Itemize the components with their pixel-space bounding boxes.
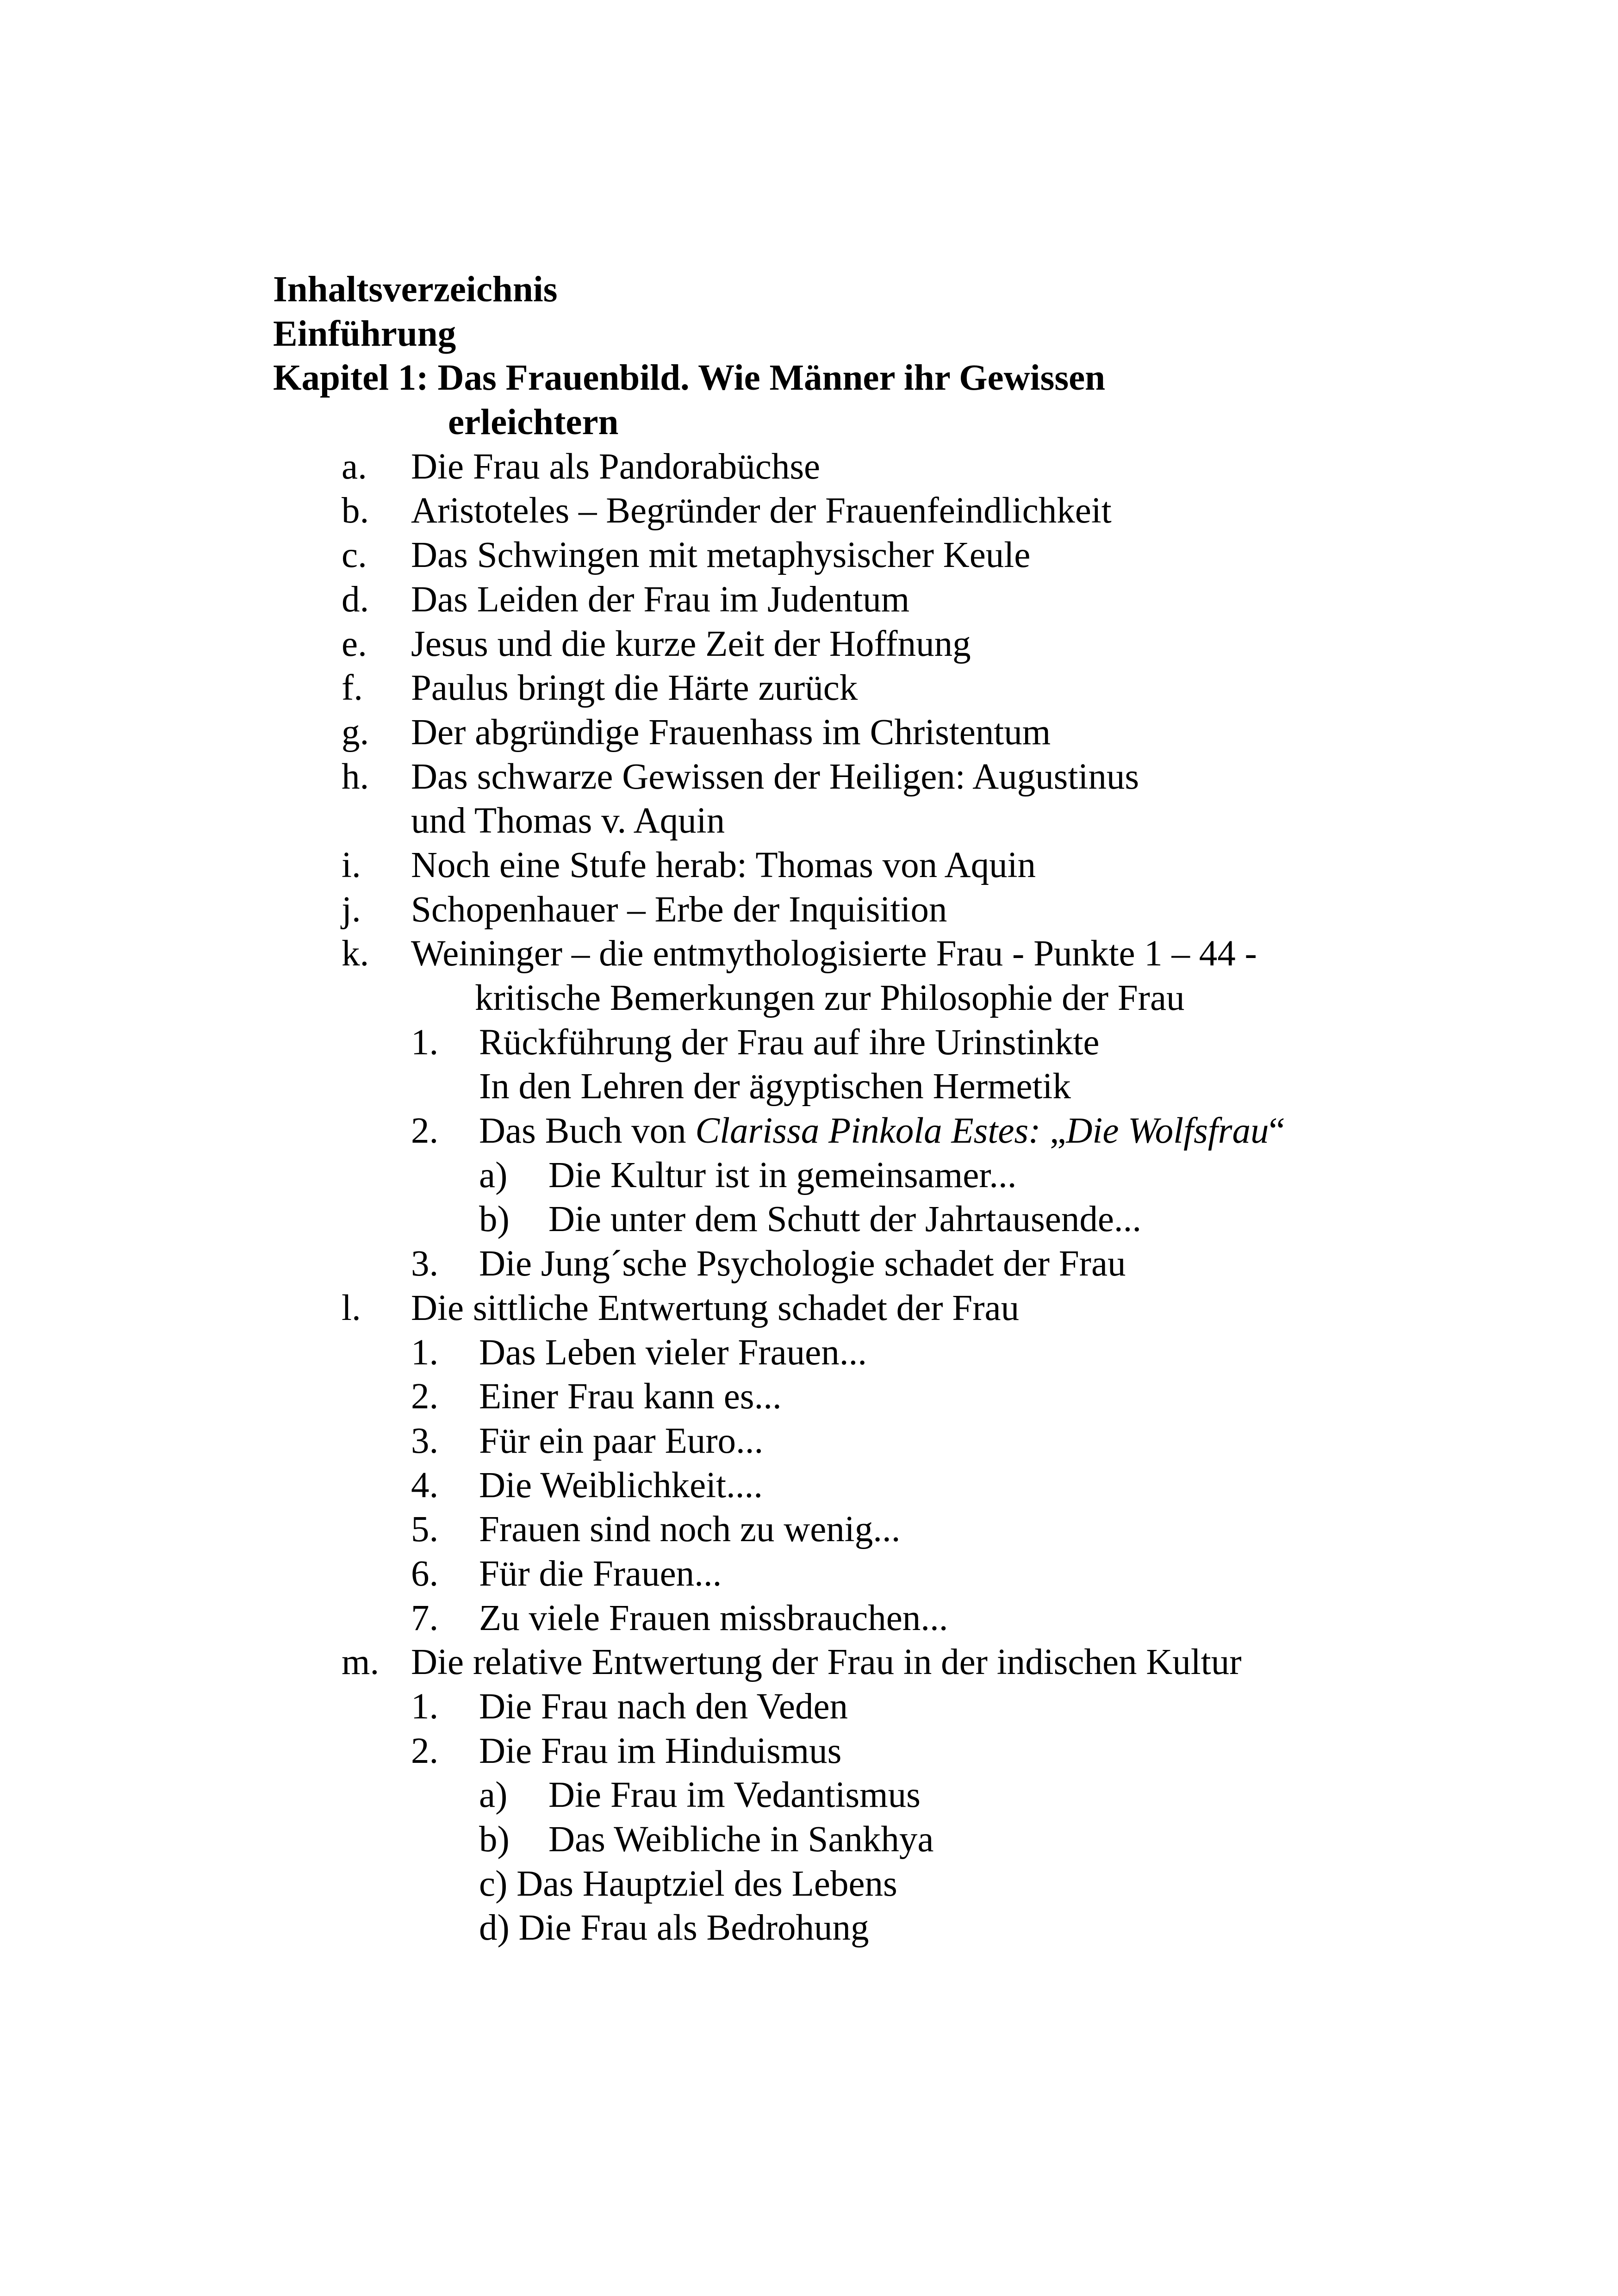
- subsubentry-label: a): [479, 1775, 508, 1816]
- subentry-text: Die Jung´sche Psychologie schadet der Frau: [479, 1244, 1126, 1284]
- toc-subsubentry-k-2-a: [273, 1153, 1523, 1198]
- entry-label: l.: [342, 1288, 361, 1328]
- toc-subentry-m-2: [273, 1729, 1523, 1773]
- toc-entry-introduction: Einführung: [273, 313, 456, 354]
- toc-entry-a: [273, 445, 1523, 489]
- subentry-label: 2.: [411, 1111, 439, 1151]
- entry-text-line2: und Thomas v. Aquin: [411, 801, 725, 841]
- subentry-text: Für ein paar Euro...: [479, 1420, 764, 1461]
- subentry-label: 3.: [411, 1244, 439, 1284]
- toc-entry-h-continued: [273, 799, 1523, 843]
- subentry-text: Einer Frau kann es...: [479, 1376, 782, 1417]
- entry-text: Die relative Entwertung der Frau in der indischen Kultur: [411, 1642, 1242, 1683]
- subentry-text: Zu viele Frauen missbrauchen...: [479, 1598, 948, 1638]
- entry-text: Aristoteles – Begründer der Frauenfeindlichkeit: [411, 491, 1112, 531]
- entry-label: b.: [342, 491, 369, 531]
- toc-entry-e: [273, 622, 1523, 666]
- subsubentry-text: Die Frau im Vedantismus: [548, 1775, 921, 1816]
- entry-label: a.: [342, 446, 367, 487]
- toc-subsubentry-m-2-d: [273, 1906, 1523, 1950]
- subentry-text: Für die Frauen...: [479, 1553, 722, 1594]
- entry-label: g.: [342, 712, 369, 753]
- subentry-label: 2.: [411, 1730, 439, 1771]
- toc-entry-i: [273, 843, 1523, 888]
- subsubentry-text: c) Das Hauptziel des Lebens: [479, 1863, 897, 1904]
- subentry-label: 1.: [411, 1686, 439, 1727]
- toc-subsubentry-k-2-b: [273, 1197, 1523, 1242]
- subentry-text-prefix: Das Buch von: [479, 1111, 696, 1151]
- toc-subentry-m-1: [273, 1685, 1523, 1729]
- toc-entry-c: [273, 533, 1523, 578]
- entry-text: Das schwarze Gewissen der Heiligen: Augustinus: [411, 756, 1139, 797]
- chapter-1-title-continued: [273, 400, 1523, 445]
- toc-entry-l: [273, 1286, 1523, 1331]
- toc-subentry-k-1-continued: [273, 1064, 1523, 1109]
- entry-text: Noch eine Stufe herab: Thomas von Aquin: [411, 845, 1036, 885]
- entry-label: j.: [342, 889, 361, 930]
- subentry-text: Die Weiblichkeit....: [479, 1465, 763, 1506]
- toc-subentry-l-4: [273, 1463, 1523, 1508]
- entry-label: d.: [342, 579, 369, 620]
- entry-label: k.: [342, 933, 369, 974]
- entry-text: Das Schwingen mit metaphysischer Keule: [411, 535, 1031, 576]
- toc-subentry-l-1: [273, 1331, 1523, 1375]
- toc-entry-f: [273, 666, 1523, 710]
- toc-subentry-l-3: [273, 1419, 1523, 1463]
- entry-label: i.: [342, 845, 361, 885]
- subsubentry-text: d) Die Frau als Bedrohung: [479, 1908, 869, 1948]
- toc-entry-h: [273, 755, 1523, 799]
- opening-quote: „: [1040, 1111, 1066, 1151]
- subsubentry-label: a): [479, 1155, 508, 1195]
- toc-subentry-l-2: [273, 1375, 1523, 1419]
- subentry-label: 5.: [411, 1509, 439, 1550]
- toc-subentry-l-7: [273, 1596, 1523, 1641]
- toc-entry-m: [273, 1640, 1523, 1685]
- book-title: Die Wolfsfrau: [1066, 1111, 1269, 1151]
- entry-text: Die Frau als Pandorabüchse: [411, 446, 821, 487]
- subentry-label: 6.: [411, 1553, 439, 1594]
- toc-subentry-l-5: [273, 1507, 1523, 1552]
- subsubentry-label: b): [479, 1199, 510, 1240]
- toc-entry-g: [273, 710, 1523, 755]
- entry-text: Der abgründige Frauenhass im Christentum: [411, 712, 1051, 753]
- author-name: Clarissa Pinkola Estes:: [695, 1111, 1041, 1151]
- entry-label: h.: [342, 756, 369, 797]
- subsubentry-text: Die unter dem Schutt der Jahrtausende...: [548, 1199, 1142, 1240]
- subsubentry-text: Die Kultur ist in gemeinsamer...: [548, 1155, 1017, 1195]
- subsubentry-text: Das Weibliche in Sankhya: [548, 1819, 934, 1860]
- toc-subsubentry-m-2-b: [273, 1817, 1523, 1862]
- entry-label: e.: [342, 623, 367, 664]
- table-of-contents: [273, 268, 1523, 1950]
- toc-heading: Inhaltsverzeichnis: [273, 269, 558, 310]
- entry-text: Das Leiden der Frau im Judentum: [411, 579, 910, 620]
- toc-subsubentry-m-2-a: [273, 1773, 1523, 1817]
- entry-text: Die sittliche Entwertung schadet der Frau: [411, 1288, 1020, 1328]
- subentry-text-line2: In den Lehren der ägyptischen Hermetik: [479, 1066, 1071, 1107]
- entry-text: Paulus bringt die Härte zurück: [411, 668, 858, 709]
- subentry-text: Frauen sind noch zu wenig...: [479, 1509, 901, 1550]
- toc-entry-d: [273, 578, 1523, 622]
- subentry-text: Rückführung der Frau auf ihre Urinstinkte: [479, 1022, 1100, 1063]
- subentry-text: Die Frau nach den Veden: [479, 1686, 848, 1727]
- toc-entry-k: [273, 932, 1523, 976]
- closing-quote: “: [1269, 1111, 1285, 1151]
- toc-entry-b: [273, 489, 1523, 533]
- subentry-label: 3.: [411, 1420, 439, 1461]
- entry-label: m.: [342, 1642, 380, 1683]
- subentry-label: 1.: [411, 1332, 439, 1373]
- toc-subsubentry-m-2-c: [273, 1862, 1523, 1906]
- subentry-label: 2.: [411, 1376, 439, 1417]
- chapter-1-title-line2: erleichtern: [448, 402, 619, 443]
- entry-label: c.: [342, 535, 367, 576]
- subentry-text: [479, 1109, 1285, 1153]
- entry-text-line2: kritische Bemerkungen zur Philosophie der Frau: [475, 978, 1185, 1018]
- subentry-label: 7.: [411, 1598, 439, 1638]
- subentry-text: Das Leben vieler Frauen...: [479, 1332, 867, 1373]
- entry-text: Schopenhauer – Erbe der Inquisition: [411, 889, 947, 930]
- toc-subentry-k-2: [273, 1109, 1523, 1153]
- toc-subentry-k-1: [273, 1020, 1523, 1065]
- toc-entry-j: [273, 888, 1523, 932]
- chapter-1-title: Kapitel 1: Das Frauenbild. Wie Männer ihr Gewissen: [273, 358, 1106, 398]
- toc-entry-k-continued: [273, 976, 1523, 1020]
- subsubentry-label: b): [479, 1819, 510, 1860]
- toc-subentry-k-3: [273, 1242, 1523, 1286]
- entry-label: f.: [342, 668, 363, 709]
- entry-text: Jesus und die kurze Zeit der Hoffnung: [411, 623, 971, 664]
- subentry-label: 4.: [411, 1465, 439, 1506]
- entry-text: Weininger – die entmythologisierte Frau - Punkte 1 – 44 -: [411, 933, 1257, 974]
- subentry-label: 1.: [411, 1022, 439, 1063]
- toc-subentry-l-6: [273, 1552, 1523, 1596]
- subentry-text: Die Frau im Hinduismus: [479, 1730, 842, 1771]
